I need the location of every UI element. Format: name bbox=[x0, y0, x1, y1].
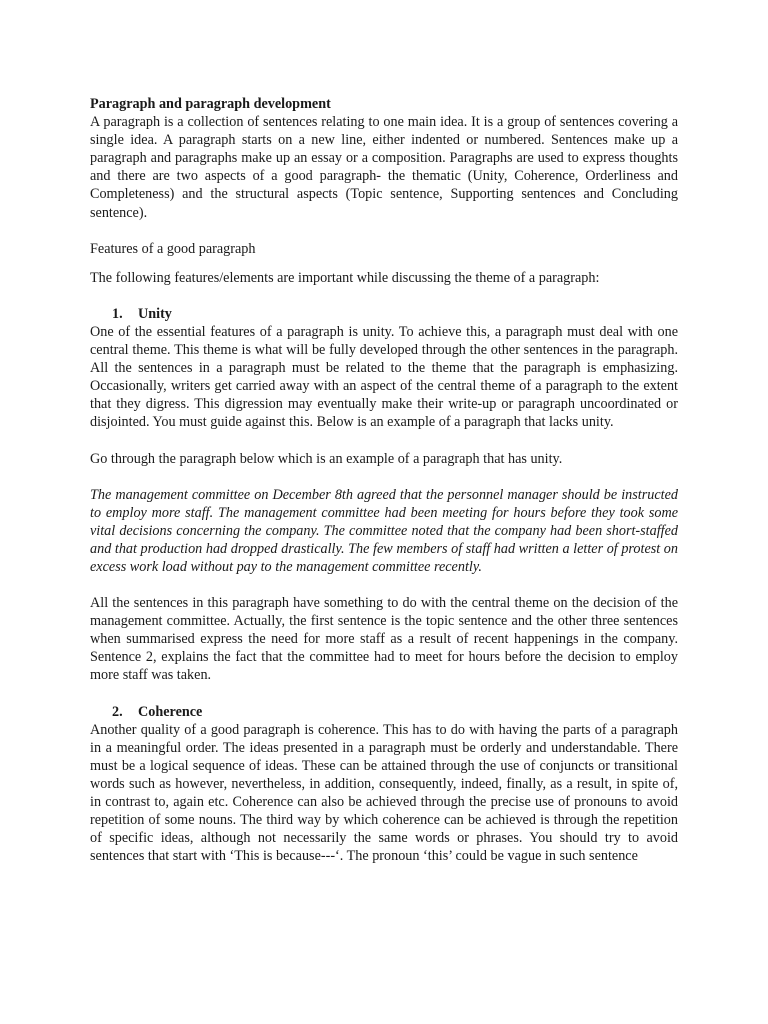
section-number: 1. bbox=[112, 305, 123, 322]
section-title: Unity bbox=[138, 305, 172, 322]
features-intro: The following features/elements are important while discussing the theme of a paragraph: bbox=[90, 269, 600, 286]
unity-analysis: All the sentences in this paragraph have something to do with the central theme on the decision of the management committee. Actually, the first sentence is the topic sentence and the other three sentences when summarised express the need for more staff as a result of recent happenings in the company. Sentence 2, explains the fact that the committee had to meet for hours before the decision to employ more staff was taken. bbox=[90, 595, 678, 684]
unity-lead-in: Go through the paragraph below which is an example of a paragraph that has unity. bbox=[90, 450, 563, 467]
document-title: Paragraph and paragraph development bbox=[90, 96, 331, 112]
features-heading: Features of a good paragraph bbox=[90, 240, 256, 257]
unity-example-paragraph: The management committee on December 8th agreed that the personnel manager should be instructed to employ more staff. The management committee had been meeting for hours before they took some vital decisions concerning the company. The committee noted that the company had been short-staffed and that production had dropped drastically. The few members of staff had written a letter of protest on excess work load without pay to the management committee recently. bbox=[90, 486, 678, 575]
section-heading-coherence bbox=[90, 703, 678, 721]
coherence-body: Another quality of a good paragraph is coherence. This has to do with having the parts of a paragraph in a meaningful order. The ideas presented in a paragraph must be orderly and understandable. There must be a logical sequence of ideas. These can be attained through the use of conjuncts or transitional words such as however, nevertheless, in addition, consequently, indeed, finally, as a result, in spite of, in contrast to, again etc. Coherence can also be achieved through the precise use of pronouns to avoid repetition of some nouns. The third way by which coherence can be achieved is through the repetition of specific ideas, although not necessarily the same words or phrases. You should try to avoid sentences that start with ‘This is because---‘. The pronoun ‘this’ could be vague in such sentence bbox=[90, 721, 678, 865]
section-number: 2. bbox=[112, 703, 123, 720]
section-title: Coherence bbox=[138, 703, 203, 720]
section-heading-unity bbox=[90, 305, 678, 323]
unity-body: One of the essential features of a paragraph is unity. To achieve this, a paragraph must deal with one central theme. This theme is what will be fully developed through the other sentences in the paragraph. All the sentences in a paragraph must be related to the theme that the paragraph is emphasizing. Occasionally, writers get carried away with an aspect of the central theme of a paragraph to the extent that they digress. This digression may eventually make their write-up or paragraph uncoordinated or disjointed. You must guide against this. Below is an example of a paragraph that lacks unity. bbox=[90, 323, 678, 431]
intro-paragraph: A paragraph is a collection of sentences relating to one main idea. It is a group of sentences covering a single idea. A paragraph starts on a new line, either indented or numbered. Sentences make up a paragraph and paragraphs make up an essay or a composition. Paragraphs are used to express thoughts and there are two aspects of a good paragraph- the thematic (Unity, Coherence, Orderliness and Completeness) and the structural aspects (Topic sentence, Supporting sentences and Concluding sentence). bbox=[90, 114, 678, 221]
